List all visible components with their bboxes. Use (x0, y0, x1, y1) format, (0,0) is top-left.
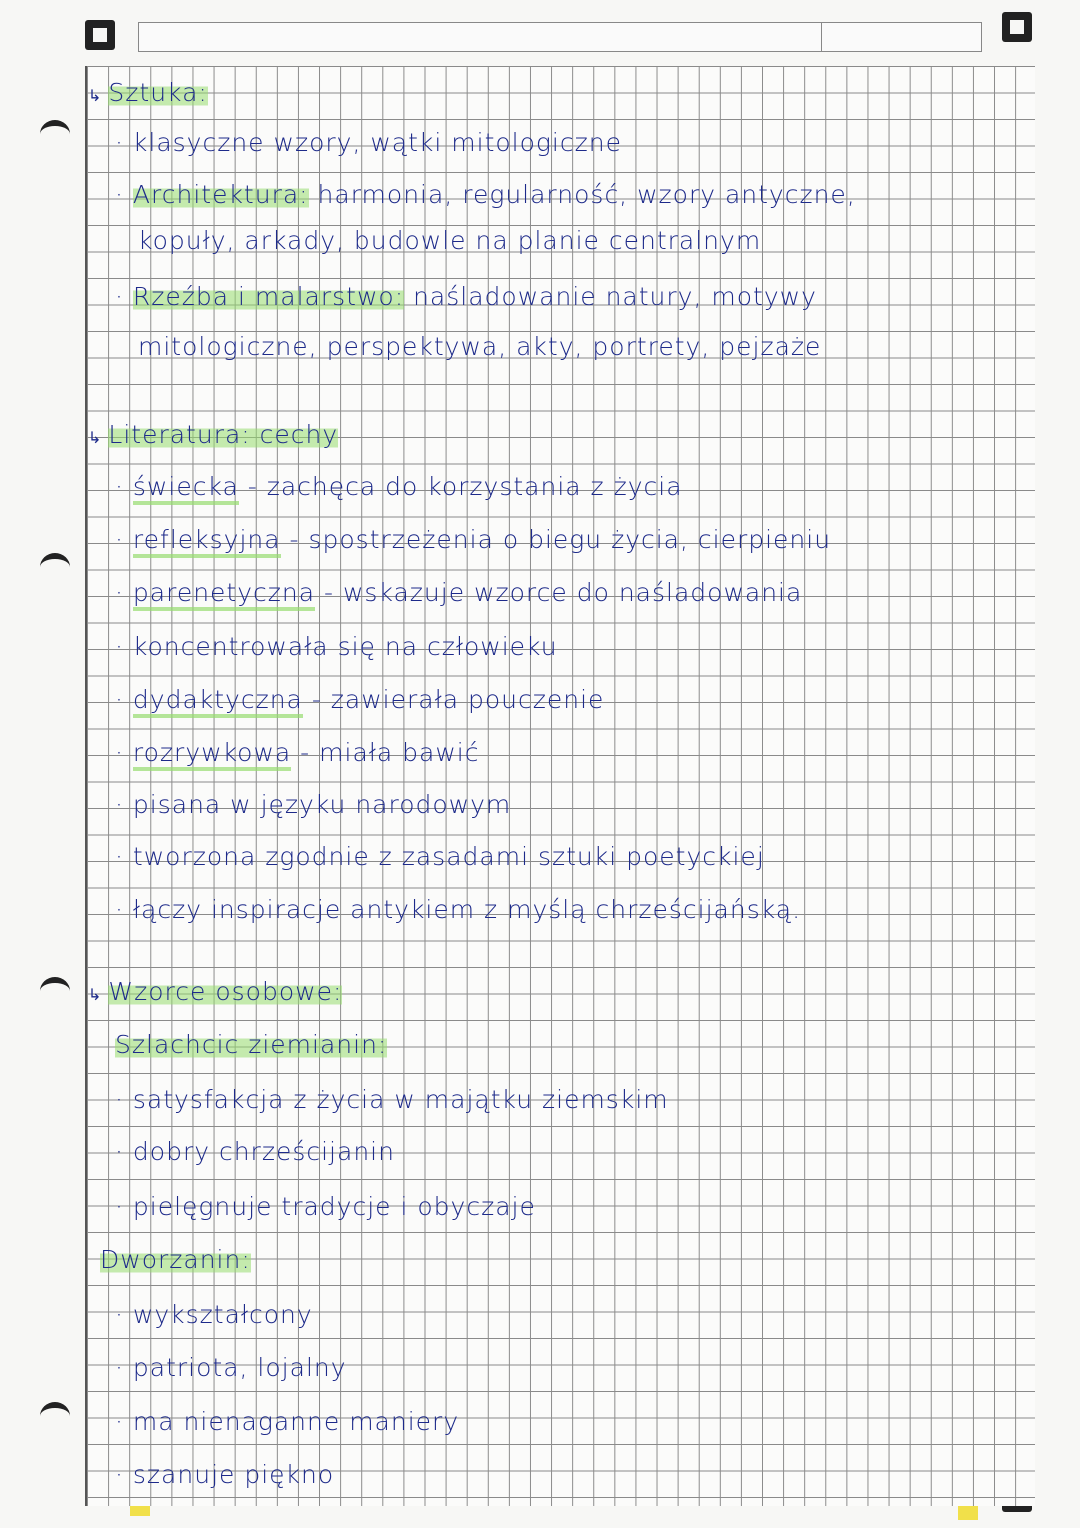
note-text: pielęgnuje tradycje i obyczaje (132, 1192, 536, 1221)
note-line (115, 1300, 313, 1329)
note-text: dobry chrześcijanin (132, 1137, 395, 1166)
note-key-term: Rzeźba i malarstwo: (132, 282, 405, 311)
note-line (115, 282, 817, 311)
bullet-icon: · (115, 738, 133, 767)
corner-marker-icon (85, 20, 115, 50)
note-text: wykształcony (132, 1300, 313, 1329)
note-line (115, 1137, 395, 1166)
note-line (115, 1085, 669, 1114)
punch-hole (40, 977, 70, 1005)
note-text: klasyczne wzory, wątki mitologiczne (132, 128, 622, 157)
note-text: - zachęca do korzystania z życia (238, 472, 683, 501)
note-key-term: parenetyczna (133, 578, 315, 611)
note-line (115, 1353, 347, 1382)
note-line (115, 128, 622, 157)
note-line (115, 578, 802, 607)
note-text: tworzona zgodnie z zasadami sztuki poetyckiej (132, 842, 765, 871)
section-heading (88, 78, 208, 107)
punch-hole (40, 553, 70, 581)
bullet-icon: · (115, 842, 133, 871)
note-line (115, 738, 479, 767)
header-field (138, 22, 982, 52)
note-line (138, 332, 821, 361)
bullet-icon: · (115, 1300, 133, 1329)
bullet-icon: · (115, 472, 133, 501)
note-line (138, 226, 761, 255)
bullet-icon: · (115, 180, 133, 209)
note-key-term: Dworzanin: (100, 1245, 251, 1274)
arrow-icon: ↳ (88, 86, 103, 105)
note-text: pisana w języku narodowym (132, 790, 512, 819)
bullet-icon: · (115, 790, 133, 819)
note-line (115, 1460, 334, 1489)
note-text: koncentrowała się na człowieku (132, 632, 558, 661)
note-key-term: Szlachcic ziemianin: (115, 1030, 388, 1059)
note-text: mitologiczne, perspektywa, akty, portrety, pejzaże (138, 332, 822, 361)
bullet-icon: · (115, 578, 133, 607)
bullet-icon: · (115, 895, 133, 924)
corner-marker-icon (1002, 12, 1032, 42)
note-line (115, 685, 604, 714)
note-line (115, 525, 831, 554)
note-text: - wskazuje wzorce do naśladowania (315, 578, 803, 607)
note-text: satysfakcja z życia w majątku ziemskim (132, 1085, 669, 1114)
punch-hole (40, 120, 70, 148)
note-line (115, 1407, 459, 1436)
note-text: naśladowanie natury, motywy (404, 282, 817, 311)
bullet-icon: · (115, 1137, 133, 1166)
punch-hole (40, 1402, 70, 1430)
note-key-term: dydaktyczna (133, 685, 303, 718)
note-key-term: Architektura: (132, 180, 309, 209)
note-line (115, 1030, 387, 1059)
arrow-icon: ↳ (88, 428, 103, 447)
note-text: - miała bawić (291, 738, 480, 767)
bullet-icon: · (115, 1192, 133, 1221)
section-heading-text: Literatura: cechy (108, 420, 339, 449)
note-text: - zawierała pouczenie (302, 685, 605, 714)
note-line (115, 842, 765, 871)
note-line (115, 180, 856, 209)
bullet-icon: · (115, 1085, 133, 1114)
note-line (100, 1245, 251, 1274)
section-heading-text: Sztuka: (108, 78, 208, 107)
bullet-icon: · (115, 632, 133, 661)
note-text: - spostrzeżenia o biegu życia, cierpieniu (280, 525, 832, 554)
bullet-icon: · (115, 282, 133, 311)
bullet-icon: · (115, 685, 133, 714)
bullet-icon: · (115, 1353, 133, 1382)
bullet-icon: · (115, 1407, 133, 1436)
note-key-term: rozrywkowa (133, 738, 291, 771)
note-text: ma nienaganne maniery (132, 1407, 460, 1436)
note-key-term: świecka (133, 472, 239, 505)
bullet-icon: · (115, 525, 133, 554)
section-heading (88, 977, 342, 1006)
section-heading-text: Wzorce osobowe: (108, 977, 343, 1006)
note-line (115, 895, 801, 924)
note-line (115, 632, 558, 661)
bullet-icon: · (115, 1460, 133, 1489)
note-text: łączy inspiracje antykiem z myślą chrześcijańską. (132, 895, 802, 924)
note-text: harmonia, regularność, wzory antyczne, (308, 180, 856, 209)
note-text: szanuje piękno (132, 1460, 335, 1489)
note-text: kopuły, arkady, budowle na planie centralnym (138, 226, 762, 255)
note-line (115, 790, 511, 819)
bullet-icon: · (115, 128, 133, 157)
note-line (115, 472, 683, 501)
arrow-icon: ↳ (88, 985, 103, 1004)
note-key-term: refleksyjna (133, 525, 281, 558)
note-line (115, 1192, 536, 1221)
note-text: patriota, lojalny (132, 1353, 347, 1382)
section-heading (88, 420, 338, 449)
